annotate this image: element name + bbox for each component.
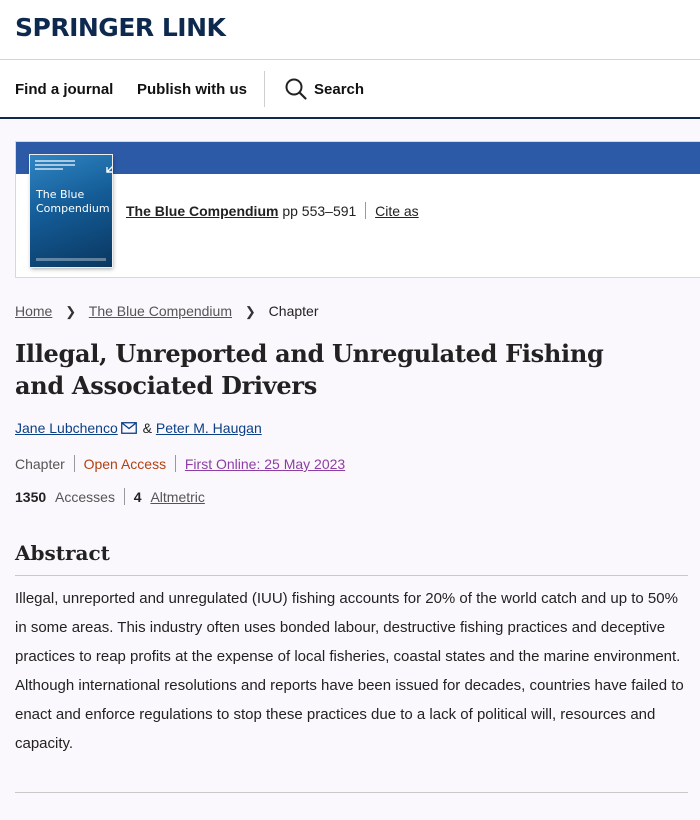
chevron-right-icon: ❯ [244, 304, 256, 319]
book-details [126, 202, 419, 219]
first-online-link[interactable]: First Online: 25 May 2023 [184, 456, 346, 472]
accesses-label: Accesses [55, 489, 115, 505]
publish-with-us-link[interactable]: Publish with us [137, 81, 248, 98]
breadcrumb-home[interactable]: Home [15, 303, 53, 319]
divider [74, 455, 75, 472]
open-access-badge: Open Access [83, 456, 167, 472]
content-type: Chapter [15, 456, 65, 472]
search-link[interactable]: Search [314, 81, 365, 98]
abstract-heading: Abstract [15, 541, 110, 565]
abstract-text: Illegal, unreported and unregulated (IUU) fishing accounts for 20% of the world catch and up to 50% in some areas. This industry often uses bonded labour, destructive fishing practices and deceptive practices to reap profits at the expense of local fisheries, coastal states and the marine environment. Although international resolutions and reports have been issued for decades, countries have failed to enact and enforce regulations to stop these practices due to a lack of political will, resources and capacity. [15, 590, 684, 752]
breadcrumb [15, 303, 318, 320]
find-journal-link[interactable]: Find a journal [15, 81, 114, 98]
author-separator: & [142, 420, 152, 436]
divider [175, 455, 176, 472]
chapter-meta [15, 455, 345, 472]
divider [124, 488, 125, 505]
author-list [15, 420, 262, 436]
breadcrumb-current: Chapter [268, 303, 319, 319]
book-info-card [15, 141, 700, 278]
expand-icon[interactable] [106, 159, 112, 173]
cover-footer [36, 258, 106, 261]
divider [15, 792, 688, 793]
search-icon[interactable] [284, 77, 308, 101]
book-title-link[interactable]: The Blue Compendium [126, 203, 279, 219]
mail-icon[interactable] [121, 422, 137, 434]
breadcrumb-book[interactable]: The Blue Compendium [88, 303, 232, 319]
chevron-right-icon: ❯ [65, 304, 77, 319]
altmetric-count: 4 [133, 489, 142, 505]
author-link[interactable]: Jane Lubchenco [15, 420, 118, 436]
chapter-title: Illegal, Unreported and Unregulated Fishing and Associated Drivers [15, 339, 604, 400]
main-navigation [0, 60, 700, 119]
book-cover[interactable] [30, 155, 112, 267]
chapter-metrics [15, 488, 205, 505]
book-banner [16, 142, 700, 174]
book-pages: pp 553–591 [282, 203, 357, 219]
cover-title: The Blue Compendium [36, 188, 110, 215]
cite-as-link[interactable]: Cite as [375, 203, 419, 219]
site-header [0, 0, 700, 60]
author-link[interactable]: Peter M. Haugan [155, 420, 262, 436]
nav-divider [264, 71, 265, 107]
divider [15, 575, 688, 576]
cover-header-text [35, 160, 75, 174]
accesses-count: 1350 [15, 489, 47, 505]
altmetric-link[interactable]: Altmetric [150, 489, 205, 505]
divider [365, 202, 366, 219]
springer-link-logo[interactable]: SPRINGER LINK [15, 13, 226, 42]
